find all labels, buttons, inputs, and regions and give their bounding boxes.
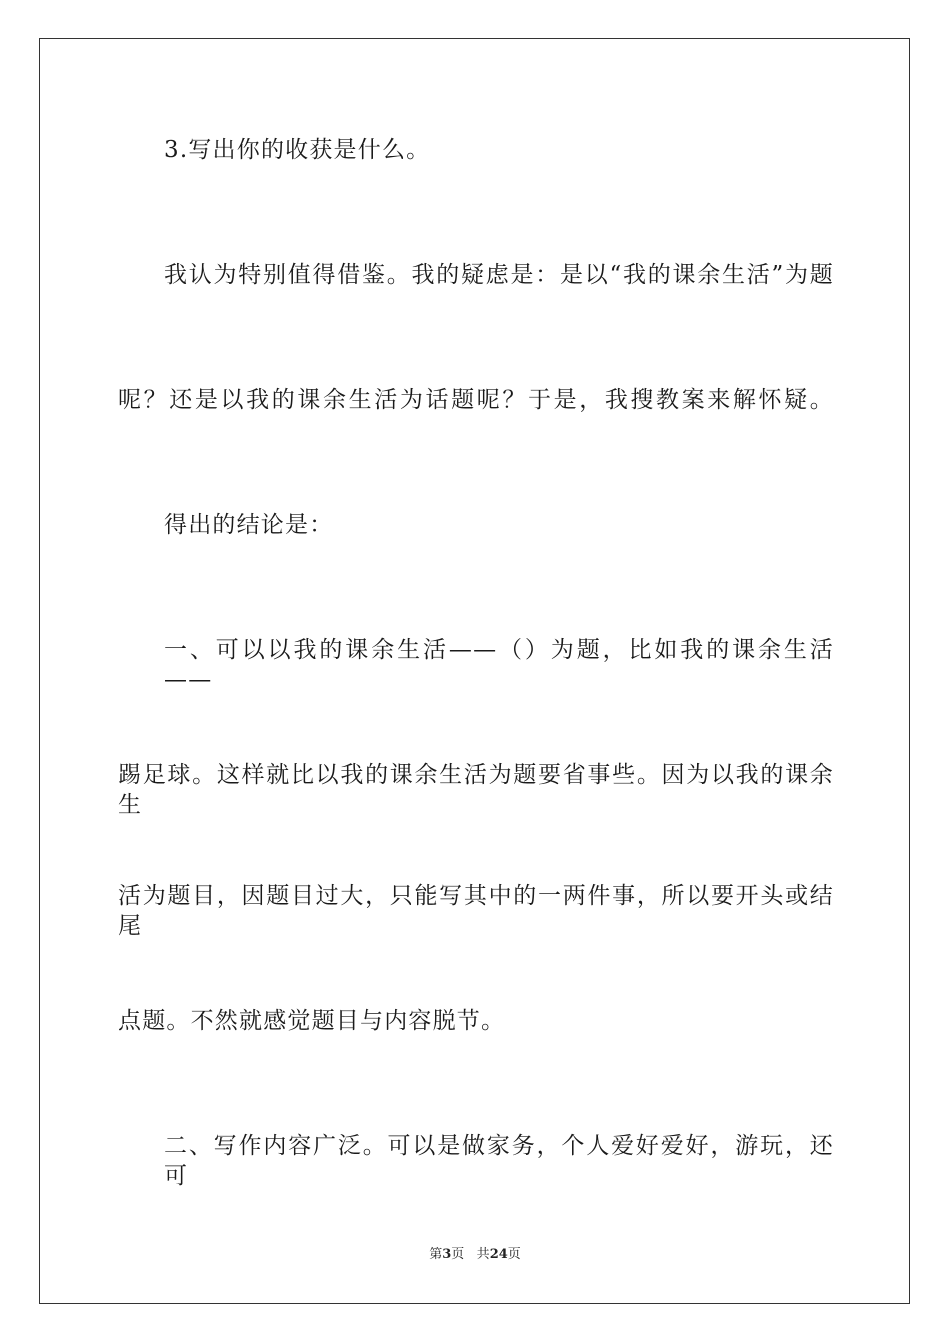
footer-page-current: 3 <box>442 1247 452 1262</box>
footer-total-label: 页 <box>507 1247 521 1262</box>
text-line-6: 踢足球。这样就比以我的课余生活为题要省事些。因为以我的课余生 <box>118 762 834 818</box>
footer-page-total: 24 <box>489 1247 508 1262</box>
text-line-1: 3.写出你的收获是什么。 <box>164 137 431 163</box>
footer-page-prefix: 第 <box>429 1247 443 1262</box>
text-line-9: 二、写作内容广泛。可以是做家务，个人爱好爱好，游玩，还可 <box>164 1133 834 1189</box>
text-line-5: 一、可以以我的课余生活——（）为题，比如我的课余生活—— <box>164 637 834 693</box>
text-line-4: 得出的结论是： <box>164 512 334 538</box>
footer-total-prefix: 共 <box>476 1247 490 1262</box>
footer-page-label: 页 <box>451 1247 465 1262</box>
text-line-2: 我认为特别值得借鉴。我的疑虑是：是以“我的课余生活”为题 <box>164 262 834 288</box>
text-line-7: 活为题目，因题目过大，只能写其中的一两件事，所以要开头或结尾 <box>118 883 834 939</box>
page-footer <box>0 1246 950 1264</box>
text-line-8: 点题。不然就感觉题目与内容脱节。 <box>118 1008 506 1034</box>
text-line-3: 呢？还是以我的课余生活为话题呢？于是，我搜教案来解怀疑。 <box>118 387 834 413</box>
